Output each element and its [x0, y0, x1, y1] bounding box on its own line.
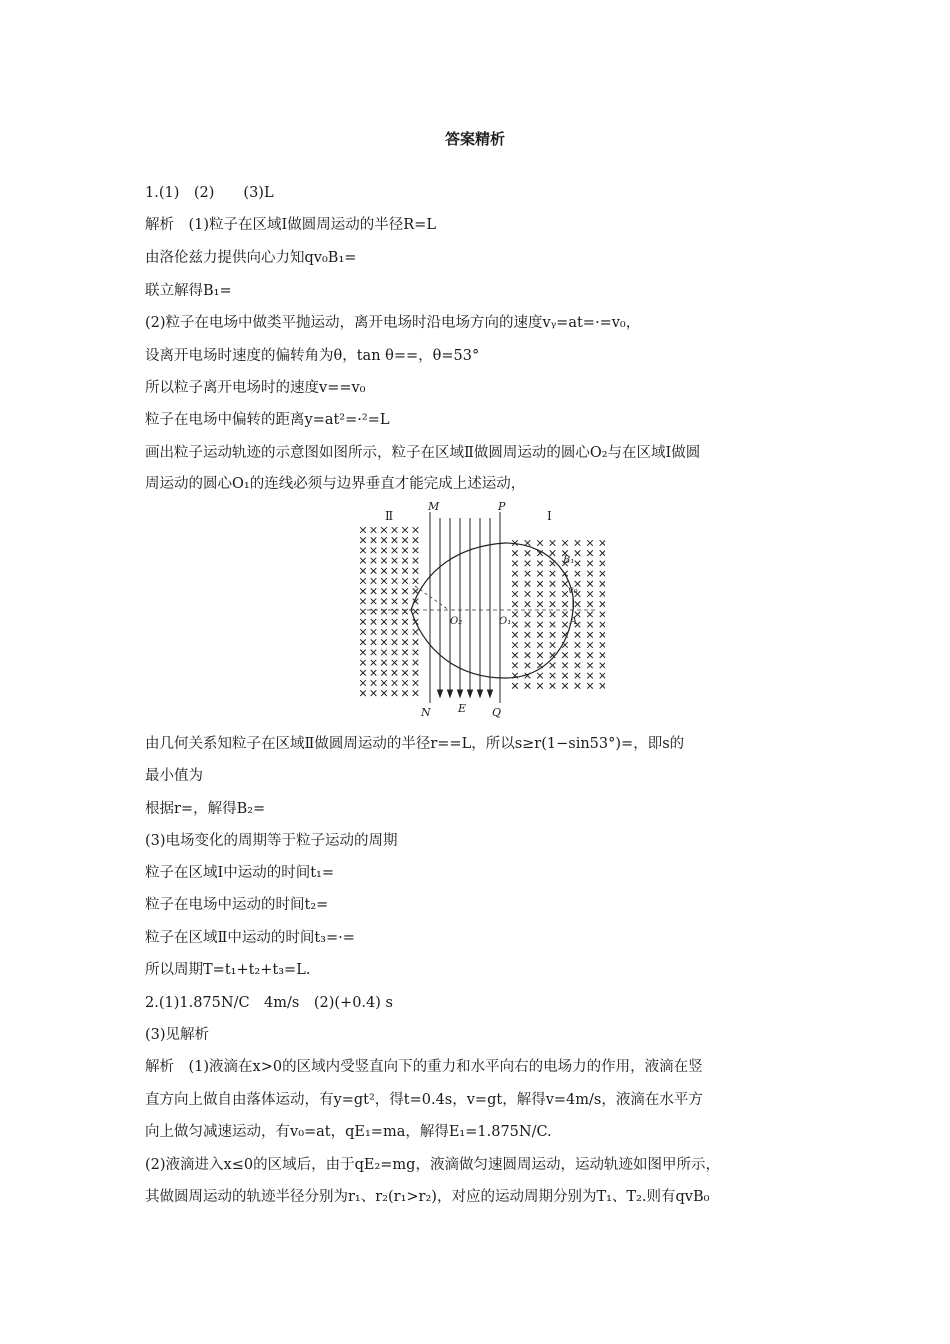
magnetic-field-region-2 — [360, 527, 418, 696]
text-line: 设离开电场时速度的偏转角为θ，tan θ==，θ=53° — [145, 348, 480, 364]
text-line: (3)见解析 — [145, 1027, 210, 1043]
label-region-1: Ⅰ — [547, 509, 552, 523]
text-line: (2)液滴进入x≤0的区域后，由于qE₂=mg，液滴做匀速圆周运动，运动轨迹如图甲所示， — [145, 1157, 720, 1173]
text-line: 其做圆周运动的轨迹半径分别为r₁、r₂(r₁>r₂)，对应的运动周期分别为T₁、T₂.则有qvB₀ — [145, 1189, 710, 1205]
trajectory-figure — [355, 498, 605, 720]
label-N: N — [421, 706, 431, 719]
label-O2: O₂ — [450, 616, 463, 627]
text-line: 所以周期T=t₁+t₂+t₃=L. — [145, 962, 311, 978]
text-line: 1.(1) (2) (3)L — [145, 185, 274, 201]
text-line: 解析 (1)粒子在区域Ⅰ做圆周运动的半径R=L — [145, 217, 436, 233]
text-line: 周运动的圆心O₁的连线必须与边界垂直才能完成上述运动， — [145, 476, 526, 492]
text-line: 粒子在电场中运动的时间t₂= — [145, 897, 329, 913]
text-line: 粒子在区域Ⅱ中运动的时间t₃=·= — [145, 930, 355, 946]
label-M: M — [428, 500, 440, 513]
text-line: 由几何关系知粒子在区域Ⅱ做圆周运动的半径r==L，所以s≥r(1−sin53°)=，即s的 — [145, 736, 685, 752]
text-line: 所以粒子离开电场时的速度v==v₀ — [145, 380, 366, 396]
label-region-2: Ⅱ — [385, 509, 394, 523]
magnetic-field-region-1 — [512, 540, 605, 688]
label-B1: B₁ — [563, 555, 575, 566]
text-line: 根据r=，解得B₂= — [145, 801, 266, 817]
text-line: 解析 (1)液滴在x>0的区域内受竖直向下的重力和水平向右的电场力的作用，液滴在竖 — [145, 1059, 703, 1075]
label-E: E — [458, 702, 467, 715]
trajectory-curve — [411, 543, 573, 678]
text-line: 画出粒子运动轨迹的示意图如图所示，粒子在区域Ⅱ做圆周运动的圆心O₂与在区域Ⅰ做圆 — [145, 445, 701, 461]
text-line: 由洛伦兹力提供向心力知qv₀B₁= — [145, 250, 357, 266]
text-line: 直方向上做自由落体运动，有y=gt²，得t=0.4s，v=gt，解得v=4m/s，液滴在水平方 — [145, 1092, 703, 1108]
label-A: A — [570, 616, 578, 627]
text-line: 2.(1)1.875N/C 4m/s (2)(+0.4) s — [145, 995, 393, 1011]
text-line: 联立解得B₁= — [145, 283, 232, 299]
label-Q: Q — [492, 706, 502, 719]
text-line: 粒子在区域Ⅰ中运动的时间t₁= — [145, 865, 335, 881]
text-line: (3)电场变化的周期等于粒子运动的周期 — [145, 833, 398, 849]
page-title: 答案精析 — [444, 130, 505, 148]
label-P: P — [498, 500, 506, 513]
label-v0: v₀ — [568, 585, 578, 596]
text-line: (2)粒子在电场中做类平抛运动，离开电场时沿电场方向的速度vᵧ=at=·=v₀， — [145, 315, 641, 331]
label-O1: O₁ — [499, 616, 512, 627]
text-line: 粒子在电场中偏转的距离y=at²=·²=L — [145, 412, 390, 428]
text-line: 向上做匀减速运动，有v₀=at，qE₁=ma，解得E₁=1.875N/C. — [145, 1124, 552, 1140]
text-line: 最小值为 — [145, 768, 203, 784]
